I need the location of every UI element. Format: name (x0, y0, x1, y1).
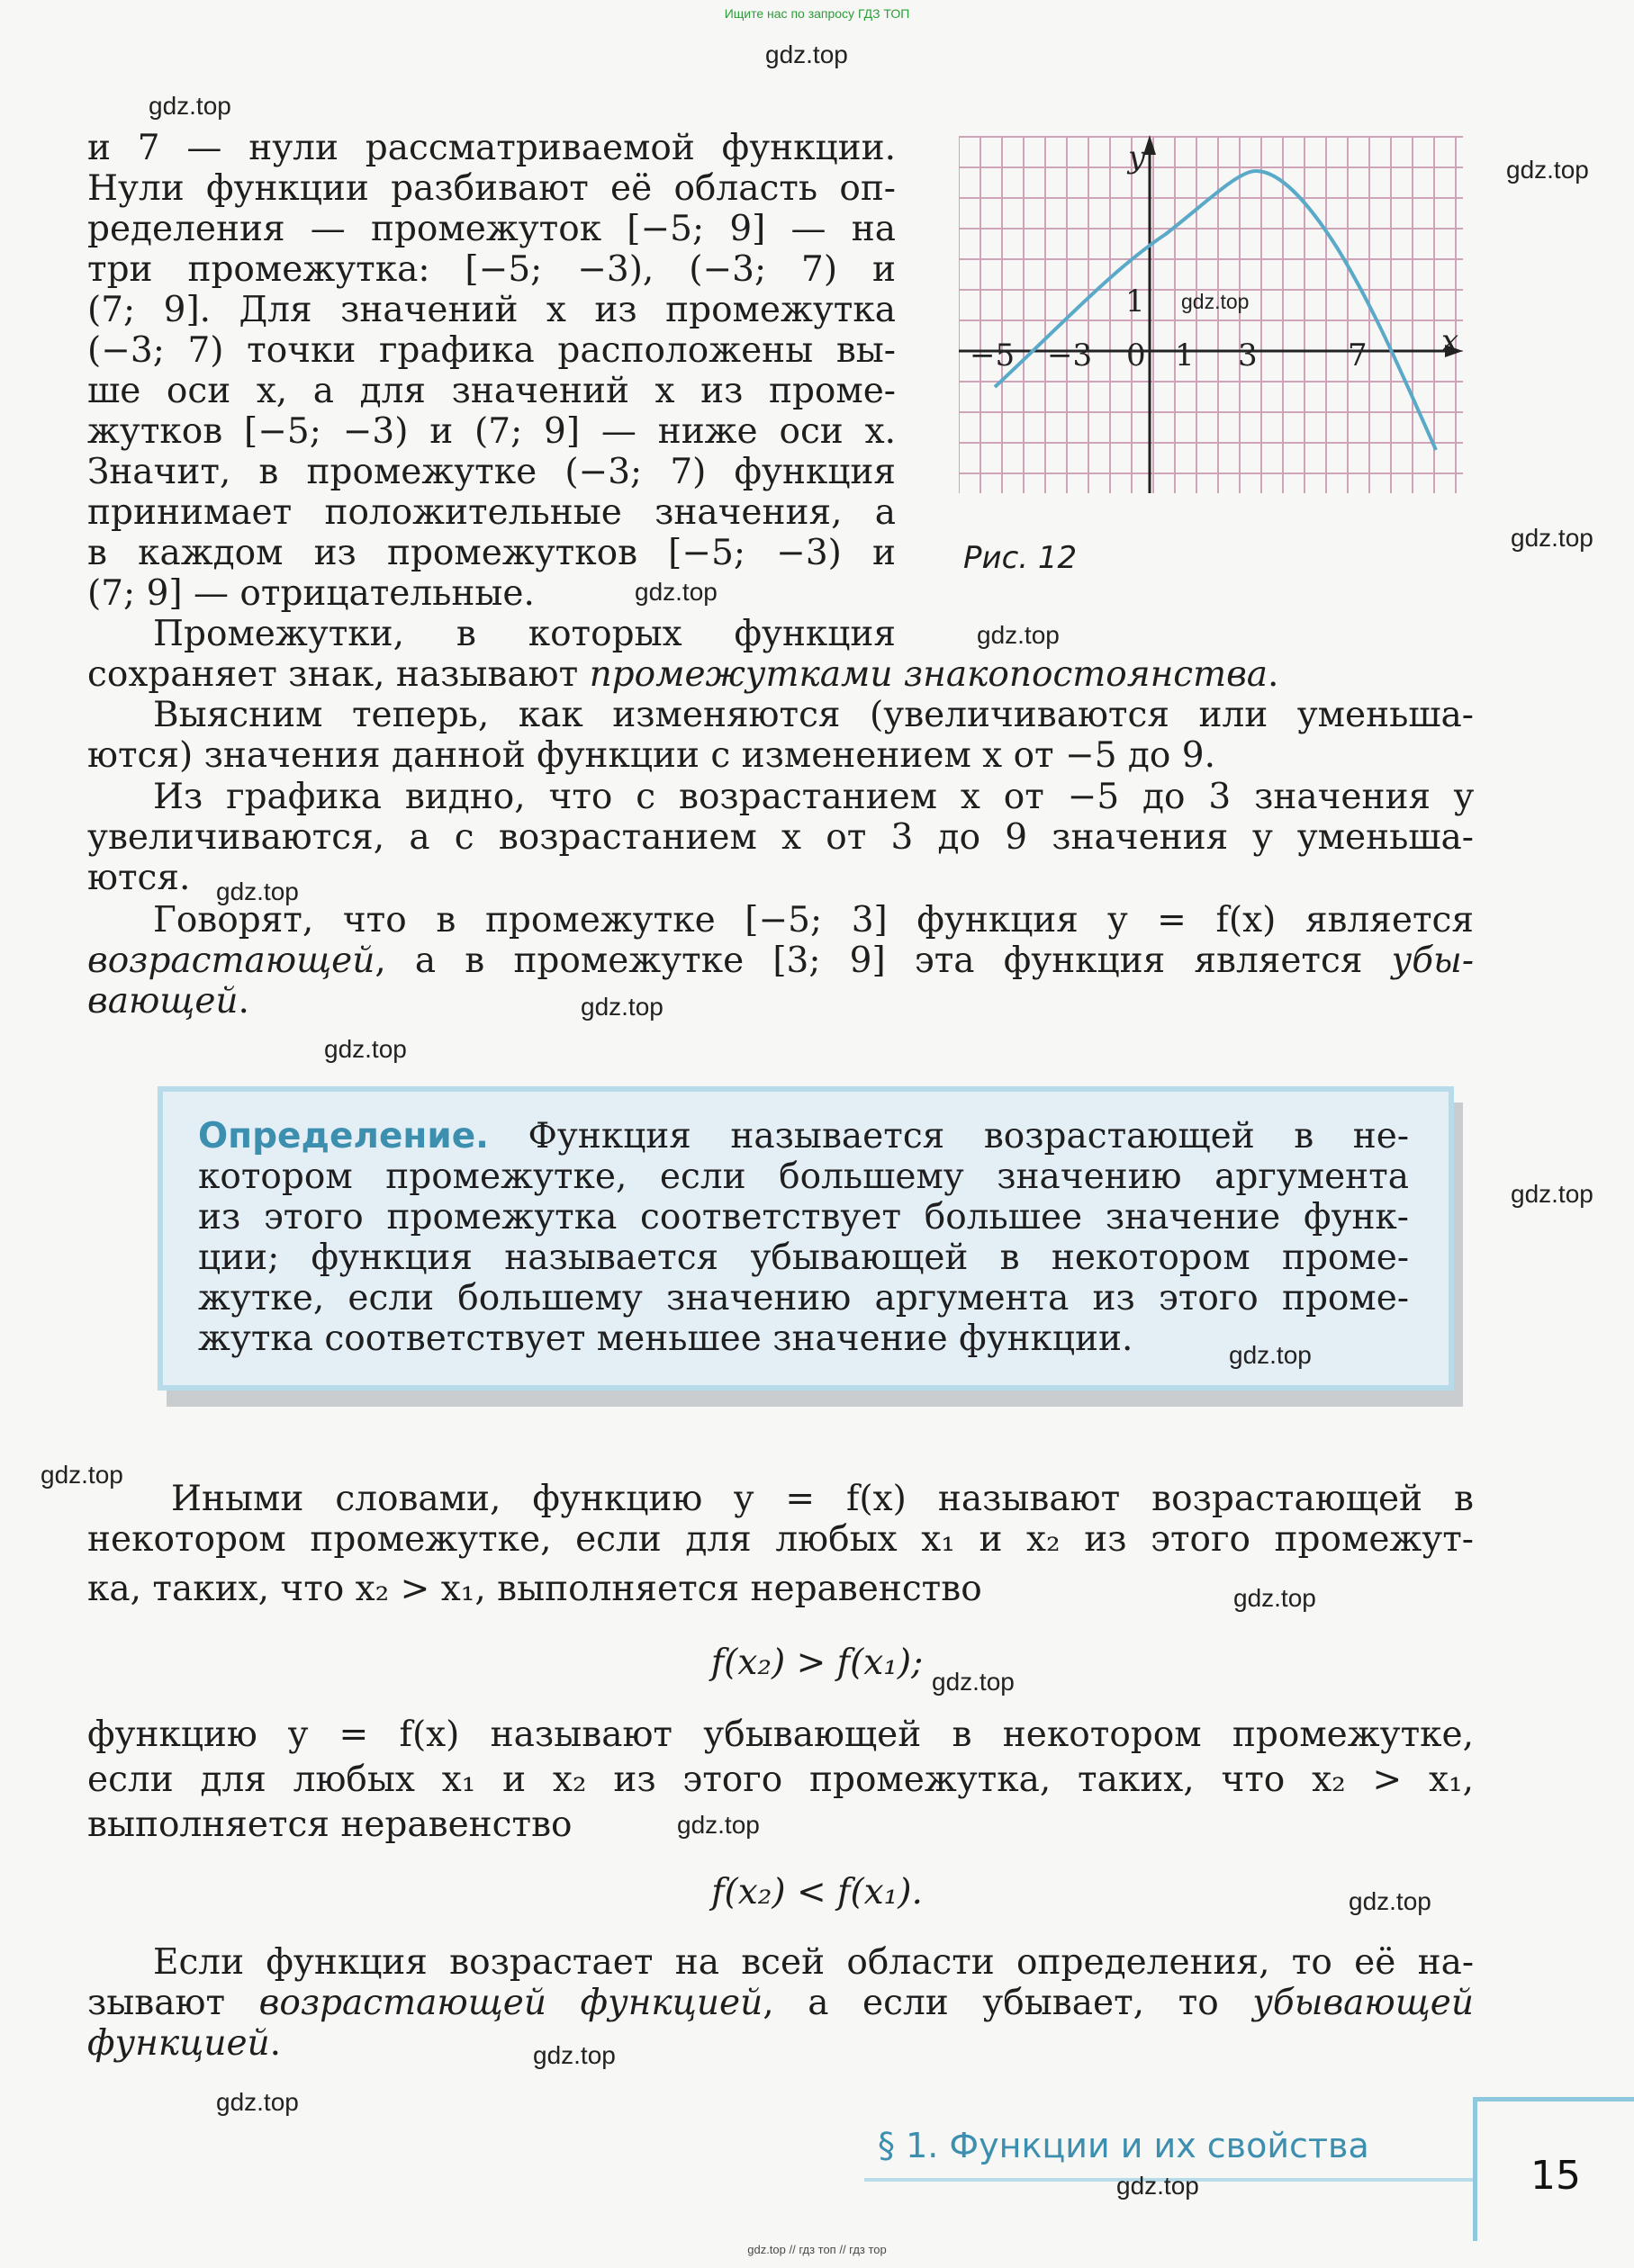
text-line: (7; 9] — отрицательные. (87, 573, 535, 614)
watermark: gdz.top (1116, 2172, 1199, 2200)
text-line: ются) значения данной функции с изменением x от −5 до 9. (87, 735, 1216, 776)
text-span: Функция называется возрастающей в не- (488, 1116, 1409, 1156)
text-span: . (269, 2023, 282, 2064)
definition-heading: Определение. (198, 1116, 489, 1156)
tick-label: −5 (970, 338, 1016, 374)
definition-line: жутке, если большему значению аргумента из этого проме- (198, 1278, 1409, 1318)
definition-line: жутка соответствует меньшее значение функции. (198, 1318, 1133, 1359)
text-line: Значит, в промежутке (−3; 7) функция (87, 452, 896, 492)
tick-label: 1 (1175, 338, 1195, 374)
watermark: gdz.top (1229, 1341, 1312, 1369)
text-line: ределения — промежуток [−5; 9] — на (87, 209, 896, 249)
watermark: gdz.top (581, 993, 664, 1021)
tick-label: 3 (1238, 338, 1258, 374)
text-line: жутков [−5; −3) и (7; 9] — ниже оси x. (87, 411, 896, 452)
text-line: Промежутки, в которых функция (153, 614, 896, 654)
y-tick-label: 1 (1125, 284, 1145, 320)
watermark: gdz.top (1349, 1887, 1431, 1915)
text-span: , а в промежутке [3; 9] эта функция является (375, 940, 1392, 981)
text-line: Из графика видно, что с возрастанием x от −5 до 3 значения y (153, 777, 1474, 817)
text-span: , а если убывает, то (763, 1983, 1253, 2023)
text-line (87, 940, 1474, 981)
text-line: Говорят, что в промежутке [−5; 3] функция y = f(x) является (153, 900, 1474, 940)
term-sign-constancy: промежутками знакопостоянства (589, 654, 1268, 695)
formula-increasing: f(x₂) > f(x₁); (710, 1642, 924, 1683)
tick-label: 7 (1348, 338, 1368, 374)
watermark: gdz.top (533, 2041, 616, 2069)
term-decreasing-function: убывающей (1252, 1983, 1474, 2023)
text-line: увеличиваются, а с возрастанием x от 3 до 9 значения y уменьша- (87, 817, 1474, 858)
text-line: если для любых x₁ и x₂ из этого промежутка, таких, что x₂ > x₁, (87, 1760, 1474, 1800)
watermark: gdz.top (41, 1461, 123, 1489)
watermark: gdz.top (765, 40, 848, 68)
y-axis-label: y (1128, 140, 1146, 176)
watermark: gdz.top (1511, 524, 1593, 552)
watermark: gdz.top (324, 1035, 407, 1063)
watermark: gdz.top (149, 92, 231, 120)
top-banner: Ищите нас по запросу ГДЗ ТОП (724, 6, 910, 21)
term-increasing: возрастающей (87, 940, 375, 981)
text-line: выполняется неравенство (87, 1804, 573, 1845)
definition-line: ции; функция называется убывающей в некотором проме- (198, 1238, 1409, 1278)
text-span: зывают (87, 1983, 259, 2023)
tick-label: −3 (1047, 338, 1093, 374)
watermark: gdz.top (1233, 1584, 1316, 1612)
text-line: ше оси x, а для значений x из проме- (87, 371, 896, 411)
text-line: Нули функции разбивают её область оп- (87, 168, 896, 209)
text-line: Выясним теперь, как изменяются (увеличиваются или уменьша- (153, 695, 1474, 735)
text-line: ка, таких, что x₂ > x₁, выполняется неравенство (87, 1569, 982, 1609)
text-line (87, 654, 1474, 695)
text-line: функцию y = f(x) называют убывающей в некотором промежутке, (87, 1714, 1474, 1755)
text-line: принимает положительные значения, а (87, 492, 896, 533)
watermark: gdz.top (1506, 156, 1589, 184)
watermark: gdz.top (1181, 290, 1250, 313)
text-line (87, 2023, 1474, 2064)
text-line: ются. (87, 858, 191, 898)
watermark: gdz.top (216, 878, 299, 905)
text-line (87, 981, 1474, 1022)
text-line: Если функция возрастает на всей области определения, то её на- (153, 1942, 1474, 1983)
term-increasing-function: возрастающей функцией (258, 1983, 763, 2023)
text-span: вающей (87, 981, 239, 1022)
watermark: gdz.top (635, 578, 718, 606)
text-line: (−3; 7) точки графика расположены вы- (87, 330, 896, 371)
formula-decreasing: f(x₂) < f(x₁). (711, 1872, 923, 1912)
x-axis-label: x (1441, 323, 1459, 359)
text-line: (7; 9]. Для значений x из промежутка (87, 290, 896, 330)
text-line: Иными словами, функцию y = f(x) называют возрастающей в (171, 1479, 1474, 1519)
tick-label: 0 (1126, 338, 1146, 374)
definition-line: из этого промежутка соответствует большее значение функ- (198, 1197, 1409, 1238)
watermark: gdz.top (977, 621, 1060, 649)
figure-caption: Рис. 12 (963, 540, 1078, 576)
watermark: gdz.top (677, 1811, 760, 1839)
definition-line: котором промежутке, если большему значению аргумента (198, 1156, 1409, 1197)
page-number: 15 (1530, 2153, 1581, 2199)
bottom-banner: gdz.top // гдз топ // гдз тор (747, 2243, 887, 2256)
text-span: . (238, 981, 249, 1022)
text-span: функцией (87, 2023, 270, 2064)
definition-line (198, 1116, 1409, 1156)
watermark: gdz.top (216, 2088, 299, 2116)
text-line: три промежутка: [−5; −3), (−3; 7) и (87, 249, 896, 290)
grid (959, 137, 1463, 493)
text-span: сохраняет знак, называют (87, 654, 590, 695)
section-title: § 1. Функции и их свойства (878, 2126, 1369, 2165)
text-line: и 7 — нули рассматриваемой функции. (87, 128, 896, 168)
text-line: в каждом из промежутков [−5; −3) и (87, 533, 896, 573)
text-line: некотором промежутке, если для любых x₁ и x₂ из этого промежут- (87, 1519, 1474, 1560)
watermark: gdz.top (932, 1668, 1015, 1696)
text-span: . (1268, 654, 1279, 695)
watermark: gdz.top (1511, 1180, 1593, 1208)
function-graph (959, 135, 1467, 504)
text-line (87, 1983, 1474, 2023)
term-decreasing: убы- (1391, 940, 1474, 981)
